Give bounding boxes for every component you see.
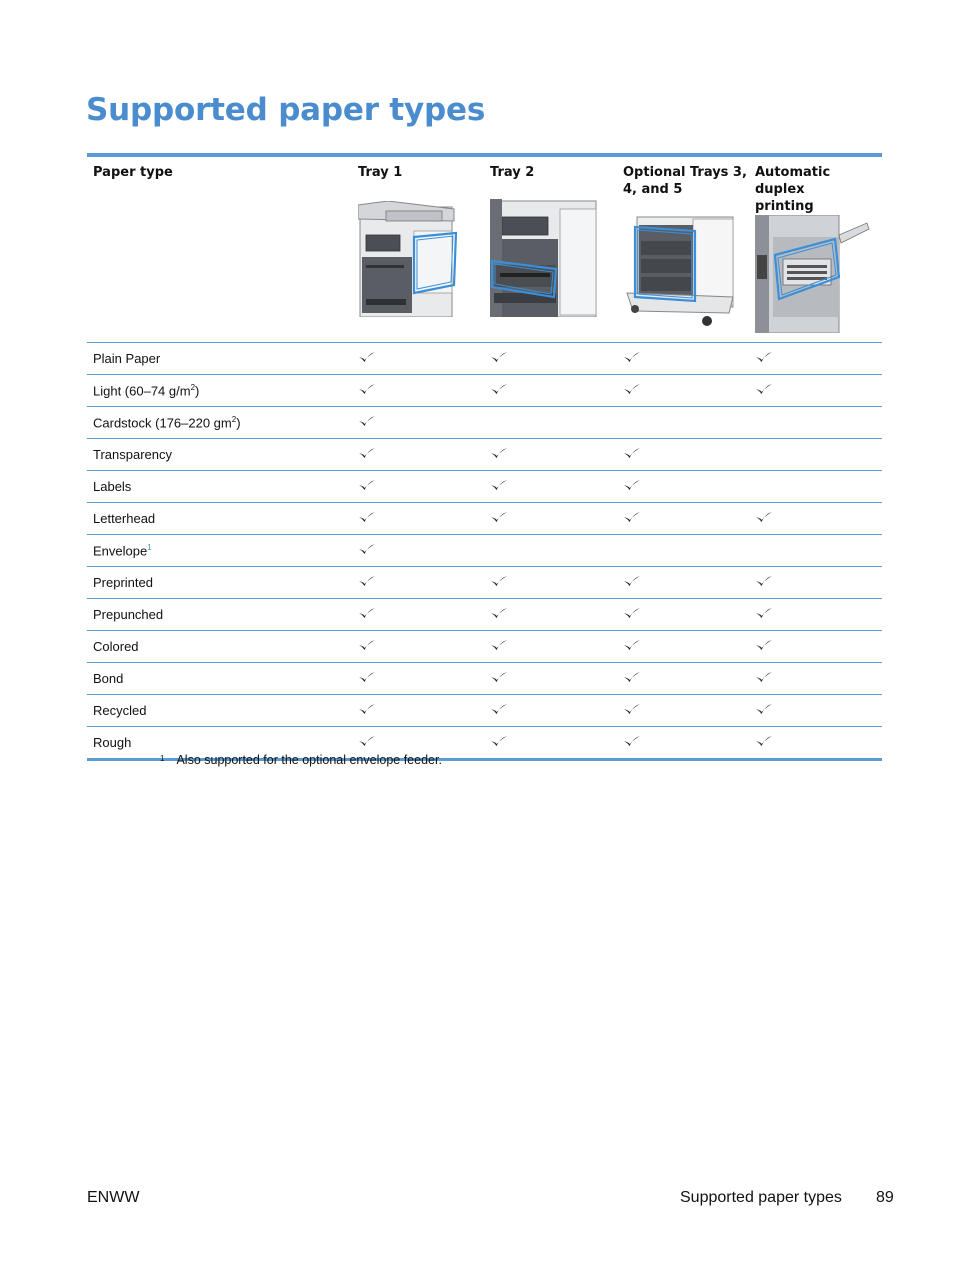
table-header-row [87, 157, 882, 343]
checkmark-icon [490, 639, 508, 654]
checkmark-icon [623, 383, 641, 398]
page-title: Supported paper types [86, 92, 486, 128]
checkmark-icon [623, 575, 641, 590]
checkmark-icon [623, 735, 641, 750]
paper-type-cell: Plain Paper [93, 351, 161, 366]
support-cell [617, 671, 749, 686]
support-cell [352, 639, 484, 654]
support-cell [484, 511, 617, 526]
checkmark-icon [755, 575, 773, 590]
support-cell [484, 735, 617, 750]
footer-left-label: ENWW [87, 1189, 140, 1206]
support-cell [352, 543, 484, 558]
table-row [87, 631, 882, 663]
checkmark-icon [490, 735, 508, 750]
paper-type-cell: Preprinted [93, 575, 153, 590]
checkmark-icon [623, 511, 641, 526]
footnote-ref: 1 [147, 542, 152, 552]
support-cell [617, 383, 749, 398]
support-cell [352, 479, 484, 494]
table-row [87, 439, 882, 471]
table-row [87, 663, 882, 695]
checkmark-icon [755, 671, 773, 686]
checkmark-icon [358, 671, 376, 686]
checkmark-icon [490, 383, 508, 398]
checkmark-icon [755, 735, 773, 750]
checkmark-icon [358, 735, 376, 750]
checkmark-icon [755, 383, 773, 398]
support-cell [352, 671, 484, 686]
support-cell [617, 479, 749, 494]
support-cell [617, 575, 749, 590]
support-cell [352, 447, 484, 462]
paper-type-cell: Colored [93, 639, 139, 654]
checkmark-icon [623, 479, 641, 494]
paper-type-cell: Recycled [93, 703, 147, 718]
checkmark-icon [358, 607, 376, 622]
checkmark-icon [490, 607, 508, 622]
support-cell [617, 735, 749, 750]
checkmark-icon [358, 543, 376, 558]
support-cell [484, 351, 617, 366]
support-cell [484, 447, 617, 462]
header-tray2: Tray 2 [484, 157, 617, 342]
paper-type-cell: Letterhead [93, 511, 156, 526]
paper-type-cell: Cardstock (176–220 $gm^2$) [93, 414, 241, 431]
tray1-printer-icon [358, 201, 458, 317]
support-cell [484, 383, 617, 398]
support-cell [749, 735, 882, 750]
footnote [160, 753, 442, 767]
paper-types-table [87, 153, 882, 761]
checkmark-icon [358, 351, 376, 366]
support-cell [484, 671, 617, 686]
support-cell [749, 703, 882, 718]
paper-type-cell: Rough [93, 735, 132, 750]
checkmark-icon [755, 511, 773, 526]
support-cell [484, 703, 617, 718]
support-cell [484, 639, 617, 654]
table-body [87, 343, 882, 758]
checkmark-icon [755, 607, 773, 622]
header-tray1: Tray 1 [352, 157, 484, 342]
checkmark-icon [623, 671, 641, 686]
table-row [87, 407, 882, 439]
support-cell [617, 639, 749, 654]
page-number: 89 [876, 1189, 894, 1206]
support-cell [352, 383, 484, 398]
checkmark-icon [623, 639, 641, 654]
table-row [87, 535, 882, 567]
support-cell [617, 447, 749, 462]
checkmark-icon [490, 671, 508, 686]
checkmark-icon [755, 639, 773, 654]
paper-type-cell: Transparency [93, 447, 172, 462]
optional-trays-icon [623, 215, 735, 331]
duplex-printer-icon [755, 215, 871, 333]
support-cell [617, 607, 749, 622]
support-cell [484, 575, 617, 590]
support-cell [484, 607, 617, 622]
paper-type-cell: Envelope$^1$ [93, 542, 152, 559]
checkmark-icon [490, 351, 508, 366]
paper-type-cell: Prepunched [93, 607, 164, 622]
header-paper-type: Paper type [93, 165, 173, 180]
checkmark-icon [755, 351, 773, 366]
support-cell [749, 607, 882, 622]
checkmark-icon [755, 703, 773, 718]
table-row [87, 695, 882, 727]
checkmark-icon [623, 703, 641, 718]
paper-type-cell: Labels [93, 479, 132, 494]
header-automatic-duplex: Automatic duplex printing [749, 157, 882, 342]
checkmark-icon [623, 447, 641, 462]
checkmark-icon [358, 447, 376, 462]
footer-section-title: Supported paper types [680, 1189, 842, 1206]
table-row [87, 343, 882, 375]
checkmark-icon [490, 511, 508, 526]
paper-type-cell: Bond [93, 671, 124, 686]
checkmark-icon [623, 351, 641, 366]
checkmark-icon [358, 575, 376, 590]
tray2-printer-icon [490, 199, 600, 317]
support-cell [749, 639, 882, 654]
support-cell [617, 703, 749, 718]
table-row [87, 503, 882, 535]
table-row [87, 599, 882, 631]
support-cell [749, 671, 882, 686]
paper-type-cell: Light (60–74 $g/m^2$) [93, 382, 200, 399]
table-row [87, 471, 882, 503]
support-cell [484, 479, 617, 494]
support-cell [352, 607, 484, 622]
checkmark-icon [490, 703, 508, 718]
checkmark-icon [358, 415, 376, 430]
support-cell [749, 511, 882, 526]
checkmark-icon [490, 479, 508, 494]
support-cell [617, 351, 749, 366]
table-row [87, 567, 882, 599]
checkmark-icon [358, 639, 376, 654]
checkmark-icon [358, 703, 376, 718]
checkmark-icon [623, 607, 641, 622]
support-cell [749, 575, 882, 590]
support-cell [352, 575, 484, 590]
support-cell [352, 735, 484, 750]
support-cell [617, 511, 749, 526]
support-cell [352, 415, 484, 430]
support-cell [352, 351, 484, 366]
checkmark-icon [490, 575, 508, 590]
support-cell [749, 351, 882, 366]
checkmark-icon [358, 479, 376, 494]
checkmark-icon [358, 383, 376, 398]
checkmark-icon [490, 447, 508, 462]
footnote-text: Also supported for the optional envelope feeder. [176, 753, 442, 767]
support-cell [352, 511, 484, 526]
checkmark-icon [358, 511, 376, 526]
support-cell [352, 703, 484, 718]
table-row [87, 375, 882, 407]
footnote-number: 1 [160, 754, 165, 763]
header-optional-trays: Optional Trays 3, 4, and 5 [617, 157, 749, 342]
support-cell [749, 383, 882, 398]
